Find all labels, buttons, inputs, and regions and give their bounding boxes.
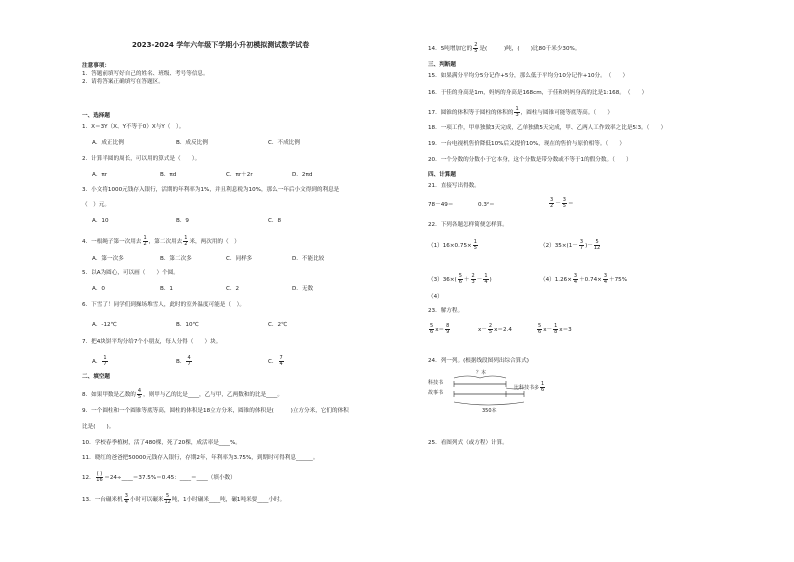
question-8: 8．如果甲数是乙数的 $\frac{4}{5}$ ，则甲与乙的比是____，乙与甲，乙两数和的比是____。 xyxy=(82,388,283,400)
section-2-heading: 二、填空题 xyxy=(82,374,110,380)
q4-option-c: C．同样多 xyxy=(226,256,253,262)
total-brace xyxy=(454,402,524,405)
q2-option-a: A．πr xyxy=(92,172,108,178)
q2-option-c: C．πr＋2r xyxy=(226,172,253,178)
q21-item-1: 78－49＝ xyxy=(428,202,454,208)
question-9-line1: 9．一个圆柱和一个圆锥等底等高，圆柱的体积是18立方分米，圆锥的体积是( )立方分米，它们的体积 xyxy=(82,408,349,414)
question-1: 1．X＝3Y（X、Y不等于0）X与Y（ ）。 xyxy=(82,124,185,130)
notes-heading: 注意事项： xyxy=(82,63,110,69)
q3-option-a: A．10 xyxy=(92,218,109,224)
question-6: 6．下雪了！同学们到操场堆雪人，此时的室外温度可能是（ ）。 xyxy=(82,302,245,308)
diagram-total-label: 350本 xyxy=(482,408,497,414)
q2-option-b: B．πd xyxy=(160,172,177,178)
question-9-line2: 比是( )。 xyxy=(82,424,115,430)
q3-option-b: B．9 xyxy=(176,218,189,224)
section-1-heading: 一、选择题 xyxy=(82,113,110,119)
q22-part-2: （2）35×(1－ $\frac{3}{7}$ )－ $\frac{5}{12}$ xyxy=(540,239,601,251)
q6-option-c: C．2℃ xyxy=(268,322,288,328)
q4-option-a: A．第一次多 xyxy=(92,256,124,262)
question-10: 10．学校春季植树，活了480棵，死了20棵，成活率是____%。 xyxy=(82,440,241,446)
q7-option-b: B． $\frac{4}{7}$ xyxy=(176,355,191,367)
q21-item-3: $\frac{3}{2}$ － $\frac{3}{5}$ ＝ xyxy=(550,197,574,209)
q4-fraction-2: $\frac{1}{2}$ xyxy=(184,235,188,247)
section-4-heading: 四、计算题 xyxy=(428,172,456,178)
question-14: 14．5吨增加它的 $\frac{2}{5}$ 是( )吨，( )比80千米少30%。 xyxy=(428,42,581,54)
q7-option-c: C． $\frac{7}{4}$ xyxy=(268,355,283,367)
section-3-heading: 三、判断题 xyxy=(428,62,456,68)
q1-option-b: B．成反比例 xyxy=(176,140,208,146)
q5-option-b: B．1 xyxy=(160,286,173,292)
question-7: 7．把4块饼平均分给7个小朋友，每人分得（ ）块。 xyxy=(82,339,222,345)
q2-option-d: D．2πd xyxy=(292,172,313,178)
q7-option-a: A． $\frac{1}{7}$ xyxy=(92,355,107,367)
diagram-more-label: 比科技书多 $\frac{1}{6}$ xyxy=(514,381,545,393)
question-17: 17．圆锥的体积等于圆柱的体积的 $\frac{1}{3}$ ，圆柱与圆锥可能等底等高。（ ） xyxy=(428,106,613,118)
question-2: 2．计算半圆的周长，可以用的算式是（ ）。 xyxy=(82,156,201,162)
q4-text-c: 米，两次用的（ ） xyxy=(189,239,240,245)
q5-option-a: A．0 xyxy=(92,286,105,292)
q23-eq-3: $\frac{5}{6}$ x－ $\frac{1}{8}$ x＝3 xyxy=(538,323,572,335)
question-3-line1: 3．小文将1000元钱存入银行，活期的年利率为1%，并且利息税为10%，那么一年后小文得到的利息是 xyxy=(82,187,340,193)
question-3-line2: （ ）元。 xyxy=(82,202,110,208)
question-25: 25．看图列式（或方程）计算。 xyxy=(428,440,508,446)
diagram-row-science: 科技书 xyxy=(428,380,444,386)
question-21: 21．直接写出得数。 xyxy=(428,183,480,189)
q21-item-2: 0.3²＝ xyxy=(478,202,495,208)
question-20: 20．一个分数的分数小于它本身，这个分数是带分数或不等于1的假分数。（ ） xyxy=(428,157,632,163)
q3-option-c: C．8 xyxy=(268,218,282,224)
question-4 xyxy=(82,236,240,247)
question-12: 12． $\frac{( )}{16}$ ＝24÷____＝37.5%＝0.45：____＝____（填小数） xyxy=(82,471,236,483)
q23-eq-1: $\frac{5}{6}$ x＝ $\frac{8}{9}$ xyxy=(430,323,450,335)
question-11: 11．晓红的爸爸把50000元钱存入银行，存期2年，年利率为3.75%，到期时可得利息______。 xyxy=(82,455,319,461)
q22-part-1: （1）16×0.75× $\frac{1}{5}$ xyxy=(428,239,477,251)
q5-option-d: D．无数 xyxy=(292,286,314,292)
q6-option-a: A．-12℃ xyxy=(92,322,117,328)
question-18: 18．一项工作，甲单独做3天完成，乙单独做5天完成，甲、乙两人工作效率之比是5∶3。（ ） xyxy=(428,125,667,131)
q4-fraction-1: $\frac{1}{2}$ xyxy=(143,235,147,247)
q23-eq-2: x－ $\frac{2}{5}$ x＝2.4 xyxy=(478,323,512,335)
note-2: 2．请将答案正确填写在答题区。 xyxy=(82,79,164,85)
diagram-row-story: 故事书 xyxy=(428,390,444,396)
question-22: 22．下列各题怎样简便怎样算。 xyxy=(428,222,508,228)
question-24: 24．列一列。(根据线段图列出综合算式) xyxy=(428,358,529,364)
q22-part-5: （4） xyxy=(428,294,443,300)
q22-part-3: （3）36×( $\frac{5}{6}$ ＋ $\frac{2}{3}$ － $\frac{1}{4}$ ) xyxy=(428,273,492,285)
note-1: 1．答题前填写好自己的姓名、班级、考号等信息。 xyxy=(82,71,209,77)
q5-option-c: C．2 xyxy=(226,286,240,292)
segment-diagram xyxy=(428,372,558,418)
q1-option-a: A．成正比例 xyxy=(92,140,124,146)
q4-option-d: D．不能比较 xyxy=(292,256,325,262)
q1-option-c: C．不成比例 xyxy=(268,140,300,146)
q6-option-b: B．10℃ xyxy=(176,322,199,328)
q4-text-a: 4．一根绳子第一次用去 xyxy=(82,239,142,245)
question-16: 16．于佳的身高是1m，妈妈的身高是168cm，于佳和妈妈身高的比是1:168。 （ ） xyxy=(428,90,648,96)
question-15: 15．如果满分平均分5分记作+5分，那么低于平均分10分记作+10分。 （ ） xyxy=(428,73,629,79)
question-19: 19．一台电视机售价降低10%后又提价10%，现在的售价与原价相等。（ ） xyxy=(428,141,625,147)
exam-title: 2023-2024 学年六年级下学期小升初模拟测试数学试卷 xyxy=(132,41,310,49)
diagram-top-label: ？本 xyxy=(476,370,487,376)
question-23: 23．解方程。 xyxy=(428,308,464,314)
question-13: 13．一台碾米机 $\frac{3}{4}$ 小时可以碾米 $\frac{5}{12}$ 吨，1小时碾米____吨，碾1吨米要____小时。 xyxy=(82,493,286,505)
q22-part-4: （4）1.26× $\frac{3}{4}$ ＋0.74× $\frac{3}{4}$ ＋75% xyxy=(540,273,628,285)
q4-text-b: ，第二次用去 xyxy=(148,239,183,245)
question-5: 5．以A为圆心，可以画（ ）个圆。 xyxy=(82,270,179,276)
q4-option-b: B．第二次多 xyxy=(160,256,192,262)
